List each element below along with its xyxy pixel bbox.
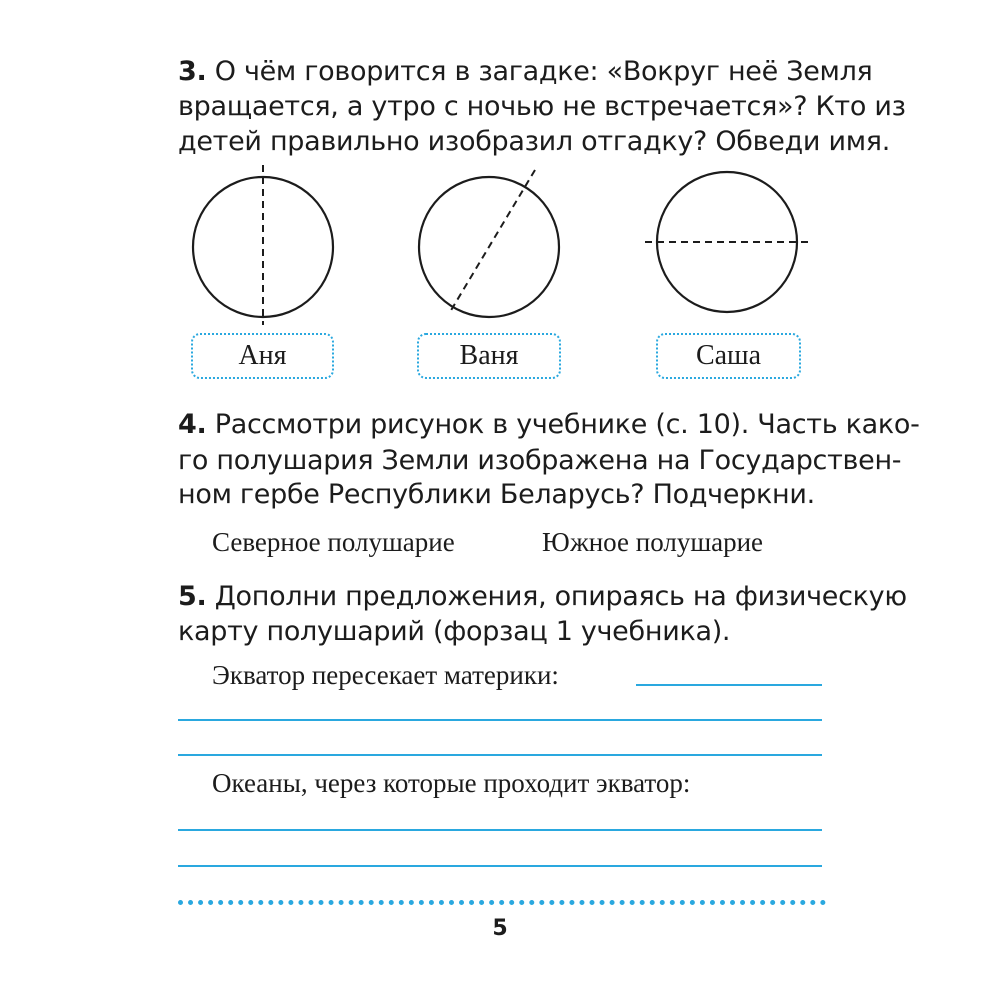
axis-tilted: [450, 170, 535, 312]
answer-line-oceans-2[interactable]: [178, 865, 822, 867]
task3-text-1: О чём говорится в загадке: «Вокруг неё Земля: [206, 56, 873, 87]
circle-vanya-diagram: [419, 170, 559, 317]
task5-line-1: [178, 580, 907, 614]
task4-text-1: Рассмотри рисунок в учебнике (с. 10). Часть како-: [206, 409, 920, 440]
task5-line-2: карту полушарий (форзац 1 учебника).: [178, 616, 731, 647]
name-box-vanya[interactable]: Ваня: [417, 333, 561, 379]
task3-number: 3.: [178, 56, 207, 87]
answer-line-continents-3[interactable]: [178, 754, 822, 756]
option-northern-hemisphere[interactable]: Северное полушарие: [212, 527, 455, 557]
task4-line-3: ном гербе Республики Беларусь? Подчеркни.: [178, 479, 815, 510]
task4-number: 4.: [178, 409, 207, 440]
circle-sasha-diagram: [645, 172, 810, 312]
answer-line-continents-1[interactable]: [636, 684, 822, 686]
task5-text-1: Дополни предложения, опираясь на физическую: [206, 581, 907, 612]
task5-number: 5.: [178, 581, 207, 612]
name-box-anya[interactable]: Аня: [191, 333, 334, 379]
answer-line-oceans-1[interactable]: [178, 829, 822, 831]
page-number: 5: [492, 916, 508, 941]
prompt-equator-continents: Экватор пересекает материки:: [212, 660, 559, 690]
task4-line-2: го полушария Земли изображена на Государствен-: [178, 445, 902, 476]
circle-anya-diagram: [193, 165, 333, 325]
footer-dotted-divider: [178, 900, 826, 905]
option-southern-hemisphere[interactable]: Южное полушарие: [542, 527, 764, 557]
prompt-equator-oceans: Океаны, через которые проходит экватор:: [212, 768, 691, 798]
task3-line-2: вращается, а утро с ночью не встречается»? Кто из: [178, 91, 906, 122]
answer-line-continents-2[interactable]: [178, 719, 822, 721]
task3-line-3: детей правильно изобразил отгадку? Обведи имя.: [178, 126, 890, 157]
task4-line-1: [178, 408, 920, 442]
name-box-sasha[interactable]: Саша: [656, 333, 801, 379]
